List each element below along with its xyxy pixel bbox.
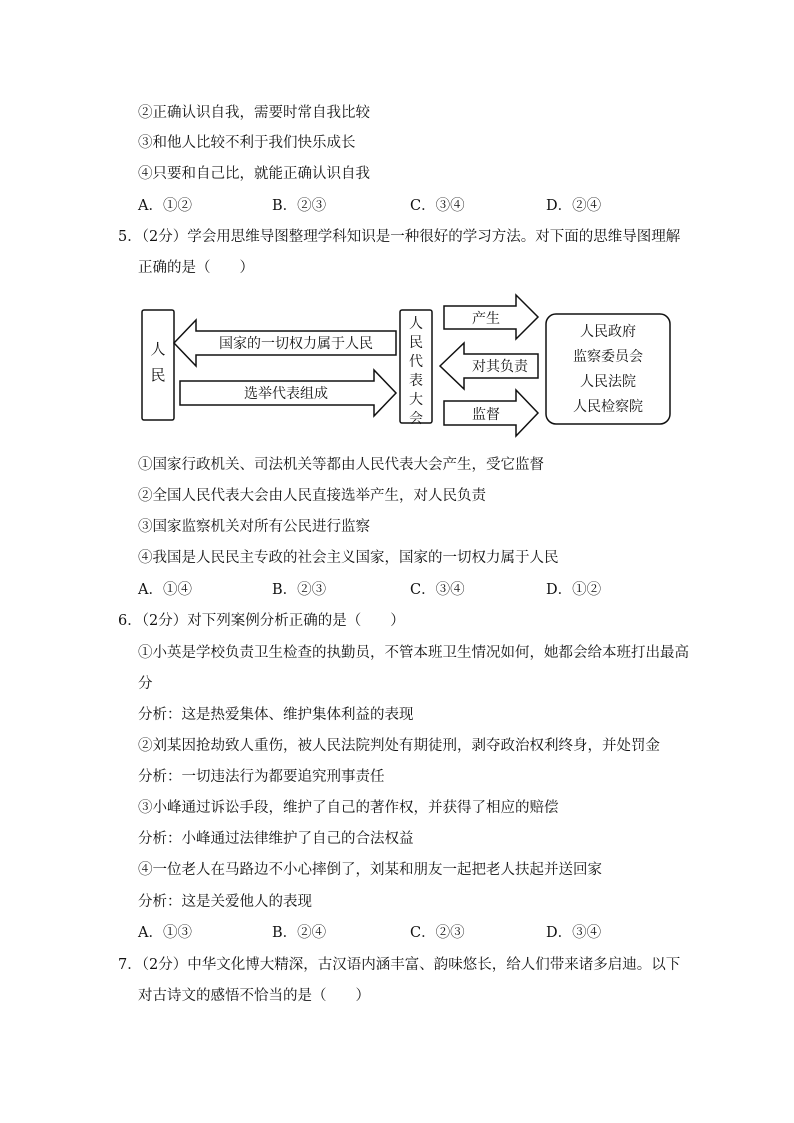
- q6-option-b: B．②④: [272, 925, 327, 941]
- people-box: [142, 310, 174, 420]
- q6-line-5: ④一位老人在马路边不小心摔倒了，刘某和朋友一起把老人扶起并送回家: [138, 862, 602, 878]
- q7-stem-line1: 7．（2分）中华文化博大精深，古汉语内涵丰富、韵味悠长，给人们带来诸多启迪。以下: [118, 957, 681, 973]
- q5-stem-line2: 正确的是（ ）: [138, 260, 254, 276]
- organ-government: 人民政府: [580, 324, 636, 340]
- q6-line-4: ③小峰通过诉讼手段，维护了自己的著作权，并获得了相应的赔偿: [138, 800, 559, 816]
- q5-mind-map: [138, 292, 678, 440]
- q5-item-3: ③国家监察机关对所有公民进行监察: [138, 519, 370, 535]
- q6-option-a: A．①③: [138, 925, 192, 941]
- q6-option-d: D．③④: [546, 925, 602, 941]
- q5-item-2: ②全国人民代表大会由人民直接选举产生，对人民负责: [138, 488, 486, 504]
- congress-char-2: 民: [409, 335, 423, 351]
- q4-item-3: ③和他人比较不利于我们快乐成长: [138, 135, 356, 151]
- q4-option-c: C．③④: [410, 198, 465, 214]
- congress-char-1: 人: [409, 316, 423, 332]
- organ-procuratorate: 人民检察院: [573, 399, 643, 415]
- q4-item-4: ④只要和自己比，就能正确认识自我: [138, 166, 370, 182]
- organ-court: 人民法院: [580, 374, 636, 390]
- q5-option-a: A．①④: [138, 582, 192, 598]
- q6-line-3: ②刘某因抢劫致人重伤，被人民法院判处有期徒刑，剥夺政治权利终身，并处罚金: [138, 738, 660, 754]
- q6-stem: 6．（2分）对下列案例分析正确的是（ ）: [118, 613, 405, 629]
- organ-supervision-commission: 监察委员会: [573, 349, 643, 365]
- q5-stem-line1: 5．（2分）学会用思维导图整理学科知识是一种很好的学习方法。对下面的思维导图理解: [118, 229, 681, 245]
- q6-line-1: ①小英是学校负责卫生检查的执勤员，不管本班卫生情况如何，她都会给本班打出最高: [138, 645, 689, 661]
- q6-analysis-4: 分析：这是关爱他人的表现: [138, 894, 312, 910]
- arrow-produce-label: 产生: [472, 311, 500, 327]
- q5-item-4: ④我国是人民民主专政的社会主义国家，国家的一切权力属于人民: [138, 550, 559, 566]
- q6-analysis-3: 分析：小峰通过法律维护了自己的合法权益: [138, 831, 414, 847]
- q7-stem-line2: 对古诗文的感悟不恰当的是（ ）: [138, 988, 370, 1004]
- people-char-2: 民: [150, 366, 166, 384]
- q4-item-2: ②正确认识自我，需要时常自我比较: [138, 105, 370, 121]
- q4-option-a: A．①②: [138, 198, 192, 214]
- q5-option-d: D．①②: [546, 582, 602, 598]
- people-char-1: 人: [150, 340, 166, 358]
- q6-analysis-1: 分析：这是热爱集体、维护集体利益的表现: [138, 707, 414, 723]
- q4-option-b: B．②③: [272, 198, 327, 214]
- arrow-elect-label: 选举代表组成: [244, 386, 328, 402]
- q6-option-c: C．②③: [410, 925, 465, 941]
- congress-char-4: 表: [409, 373, 423, 389]
- congress-char-6: 会: [409, 411, 423, 427]
- q5-item-1: ①国家行政机关、司法机关等都由人民代表大会产生，受它监督: [138, 457, 544, 473]
- q6-line-2: 分: [138, 676, 153, 692]
- arrow-responsible-label: 对其负责: [472, 359, 528, 375]
- q6-analysis-2: 分析：一切违法行为都要追究刑事责任: [138, 769, 385, 785]
- q4-option-d: D．②④: [546, 198, 602, 214]
- arrow-power-label: 国家的一切权力属于人民: [219, 336, 373, 352]
- congress-char-5: 大: [409, 392, 423, 408]
- q5-option-c: C．③④: [410, 582, 465, 598]
- congress-char-3: 代: [409, 354, 423, 370]
- q5-option-b: B．②③: [272, 582, 327, 598]
- arrow-supervise-label: 监督: [472, 407, 500, 423]
